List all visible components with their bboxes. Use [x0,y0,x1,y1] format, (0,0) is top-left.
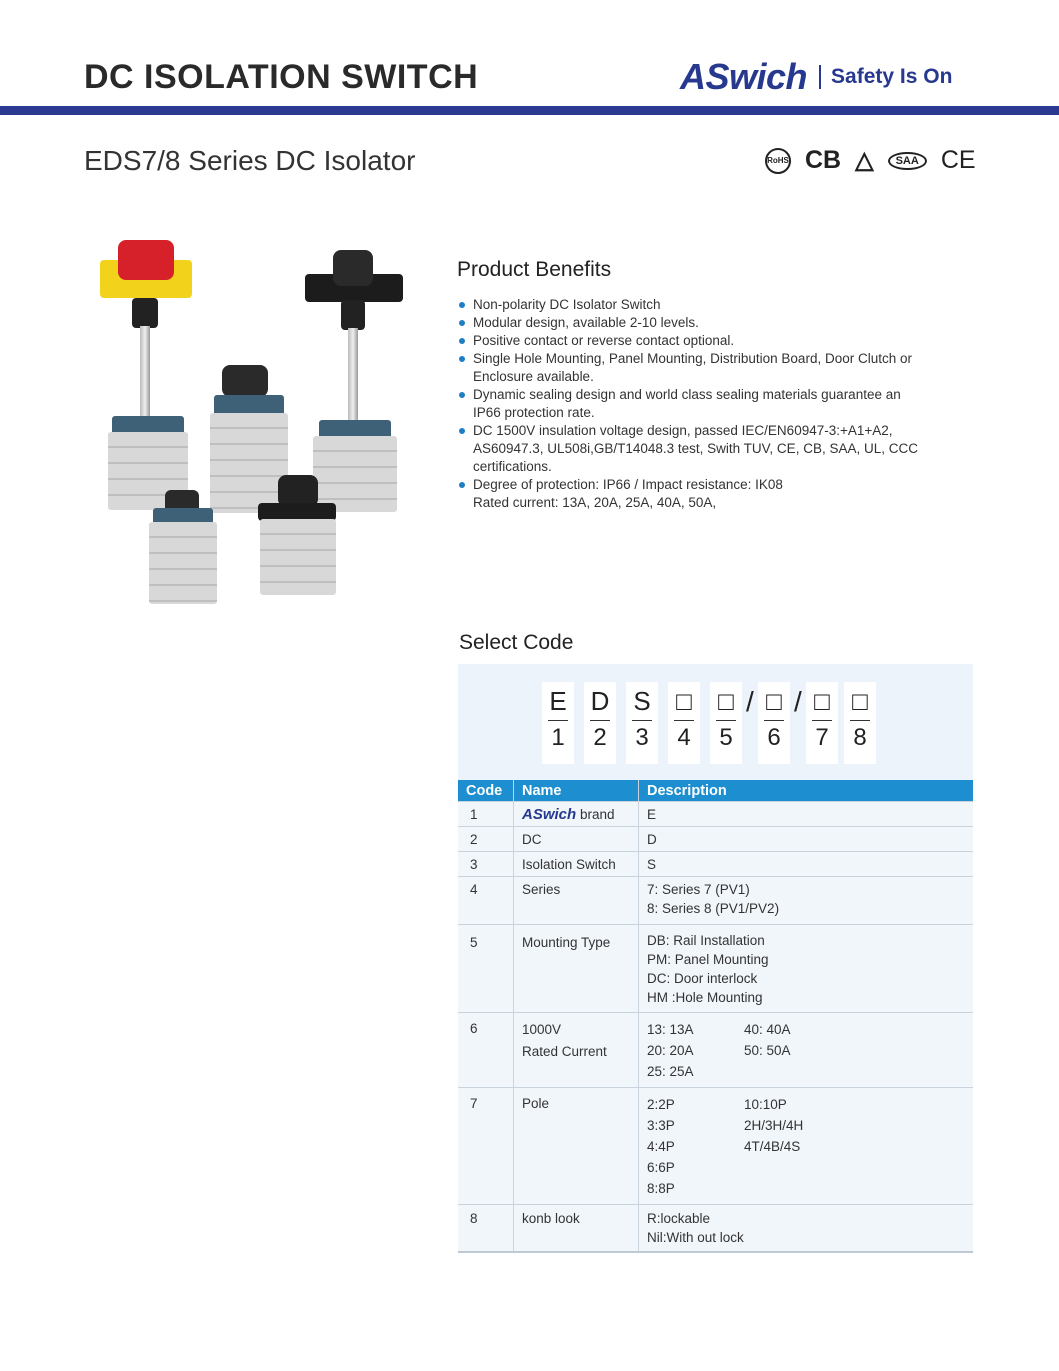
description-line: 6:6P [647,1160,675,1175]
brand-tagline: Safety Is On [831,65,953,88]
table-row [458,827,973,852]
description-line: Nil:With out lock [647,1230,744,1245]
description-line: 13: 13A [647,1022,694,1037]
description-line: PM: Panel Mounting [647,952,769,967]
code-box-icon: □ [718,686,734,716]
description-line: 50: 50A [744,1043,791,1058]
description-line: DB: Rail Installation [647,933,765,948]
code-cell [844,682,876,764]
code-cell [758,682,790,764]
name-cell [514,1013,639,1088]
table-row [458,802,973,827]
header-rule [0,106,1059,115]
name-cell [514,802,639,827]
description-line: 2:2P [647,1097,675,1112]
brand-divider [819,65,821,89]
description-line: E [647,807,657,822]
name-cell: Mounting Type [514,925,639,1013]
code-letter: E [549,686,567,716]
code-cell: 3 [458,852,514,877]
code-box-icon: □ [852,686,868,716]
description-line: 20: 20A [647,1043,694,1058]
description-line: 4:4P [647,1139,675,1154]
description-line: 10:10P [744,1097,787,1112]
code-letter: S [633,686,651,716]
column-header-code: Code [458,780,514,802]
list-item: Dynamic sealing design and world class sealing materials guarantee an [457,386,997,404]
code-box-icon: □ [676,686,692,716]
description-line: 25: 25A [647,1064,694,1079]
code-cell [542,682,574,764]
description-line: 8:8P [647,1181,675,1196]
code-box-icon: □ [814,686,830,716]
description-line: 4T/4B/4S [744,1139,801,1154]
list-item-continuation: AS60947.3, UL508i,GB/T14048.3 test, Swith TUV, CE, CB, SAA, UL, CCC certifications. [473,441,918,474]
benefits-list [457,296,997,512]
list-item: Modular design, available 2-10 levels. [457,314,997,332]
name-line: Rated Current [522,1044,607,1059]
code-slash: / [746,686,754,717]
code-position: 7 [815,724,829,751]
list-item: Non-polarity DC Isolator Switch [457,296,997,314]
code-cells [542,682,886,764]
code-letter: D [590,686,610,716]
brand-name: ASwich [680,56,808,97]
list-item-continuation: Enclosure available. [473,369,594,384]
description-line: S [647,857,657,872]
description-line: 8: Series 8 (PV1/PV2) [647,901,780,916]
brand-logo [680,56,952,98]
benefits-title: Product Benefits [457,258,612,281]
description-cell [639,827,974,852]
code-cell [584,682,616,764]
code-cell [626,682,658,764]
code-cell [710,682,742,764]
description-line: 2H/3H/4H [744,1118,804,1133]
name-line: 1000V [522,1022,562,1037]
page-subtitle: EDS7/8 Series DC Isolator [84,145,416,176]
description-line: DC: Door interlock [647,971,758,986]
description-line: D [647,832,657,847]
name-cell: konb look [514,1205,639,1253]
column-header-description: Description [639,780,974,802]
code-cell: 4 [458,877,514,925]
code-diagram [458,664,973,780]
table-row [458,1088,973,1205]
select-code-table [458,780,973,1253]
name-cell: Series [514,877,639,925]
code-position: 3 [635,724,649,751]
code-cell [668,682,700,764]
description-cell [639,1205,974,1253]
list-item-continuation: Rated current: 13A, 20A, 25A, 40A, 50A, [473,495,717,510]
page-title: DC ISOLATION SWITCH [84,58,479,96]
code-cell: 6 [458,1013,514,1088]
code-cell: 1 [458,802,514,827]
code-box-icon: □ [766,686,782,716]
code-cell [806,682,838,764]
description-cell [639,1088,974,1205]
code-position: 6 [767,724,781,751]
code-position: 2 [593,724,607,751]
brand-name: ASwich [522,806,577,823]
code-position: 1 [551,724,565,751]
rohs-icon: RoHS [765,148,791,174]
code-cell: 8 [458,1205,514,1253]
description-grid [647,1019,965,1082]
saa-icon: SAA [888,152,927,170]
description-line: HM :Hole Mounting [647,990,763,1005]
list-item: Positive contact or reverse contact optional. [457,332,997,350]
description-cell [639,1013,974,1088]
cb-icon: CB [805,146,842,174]
list-item: Degree of protection: IP66 / Impact resistance: IK08 [457,476,997,494]
list-item: Single Hole Mounting, Panel Mounting, Distribution Board, Door Clutch or [457,350,997,368]
triangle-mark-icon: △ [855,147,874,174]
code-slash: / [794,686,802,717]
column-header-name: Name [514,780,639,802]
name-cell: Pole [514,1088,639,1205]
code-position: 5 [719,724,733,751]
code-cell: 2 [458,827,514,852]
description-line: 40: 40A [744,1022,791,1037]
list-item: DC 1500V insulation voltage design, passed IEC/EN60947-3:+A1+A2, [457,422,997,440]
name-cell: Isolation Switch [514,852,639,877]
description-line: 7: Series 7 (PV1) [647,882,750,897]
code-position: 8 [853,724,867,751]
product-image [95,240,415,610]
description-cell [639,877,974,925]
table-row [458,877,973,925]
description-line: R:lockable [647,1211,711,1226]
description-cell [639,802,974,827]
ce-icon: CE [940,146,976,174]
table-row [458,1013,973,1088]
code-cell: 5 [458,925,514,1013]
code-position: 4 [677,724,691,751]
select-code-title: Select Code [459,631,574,654]
list-item-continuation: IP66 protection rate. [473,405,595,420]
description-cell [639,925,974,1013]
code-cell: 7 [458,1088,514,1205]
certification-marks [765,146,976,175]
name-cell: DC [514,827,639,852]
description-cell [639,852,974,877]
table-header-row [458,780,973,802]
table-row [458,925,973,1013]
table-row [458,852,973,877]
table-row [458,1205,973,1253]
description-line: 3:3P [647,1118,675,1133]
description-grid [647,1094,965,1199]
name-text: brand [579,807,615,822]
